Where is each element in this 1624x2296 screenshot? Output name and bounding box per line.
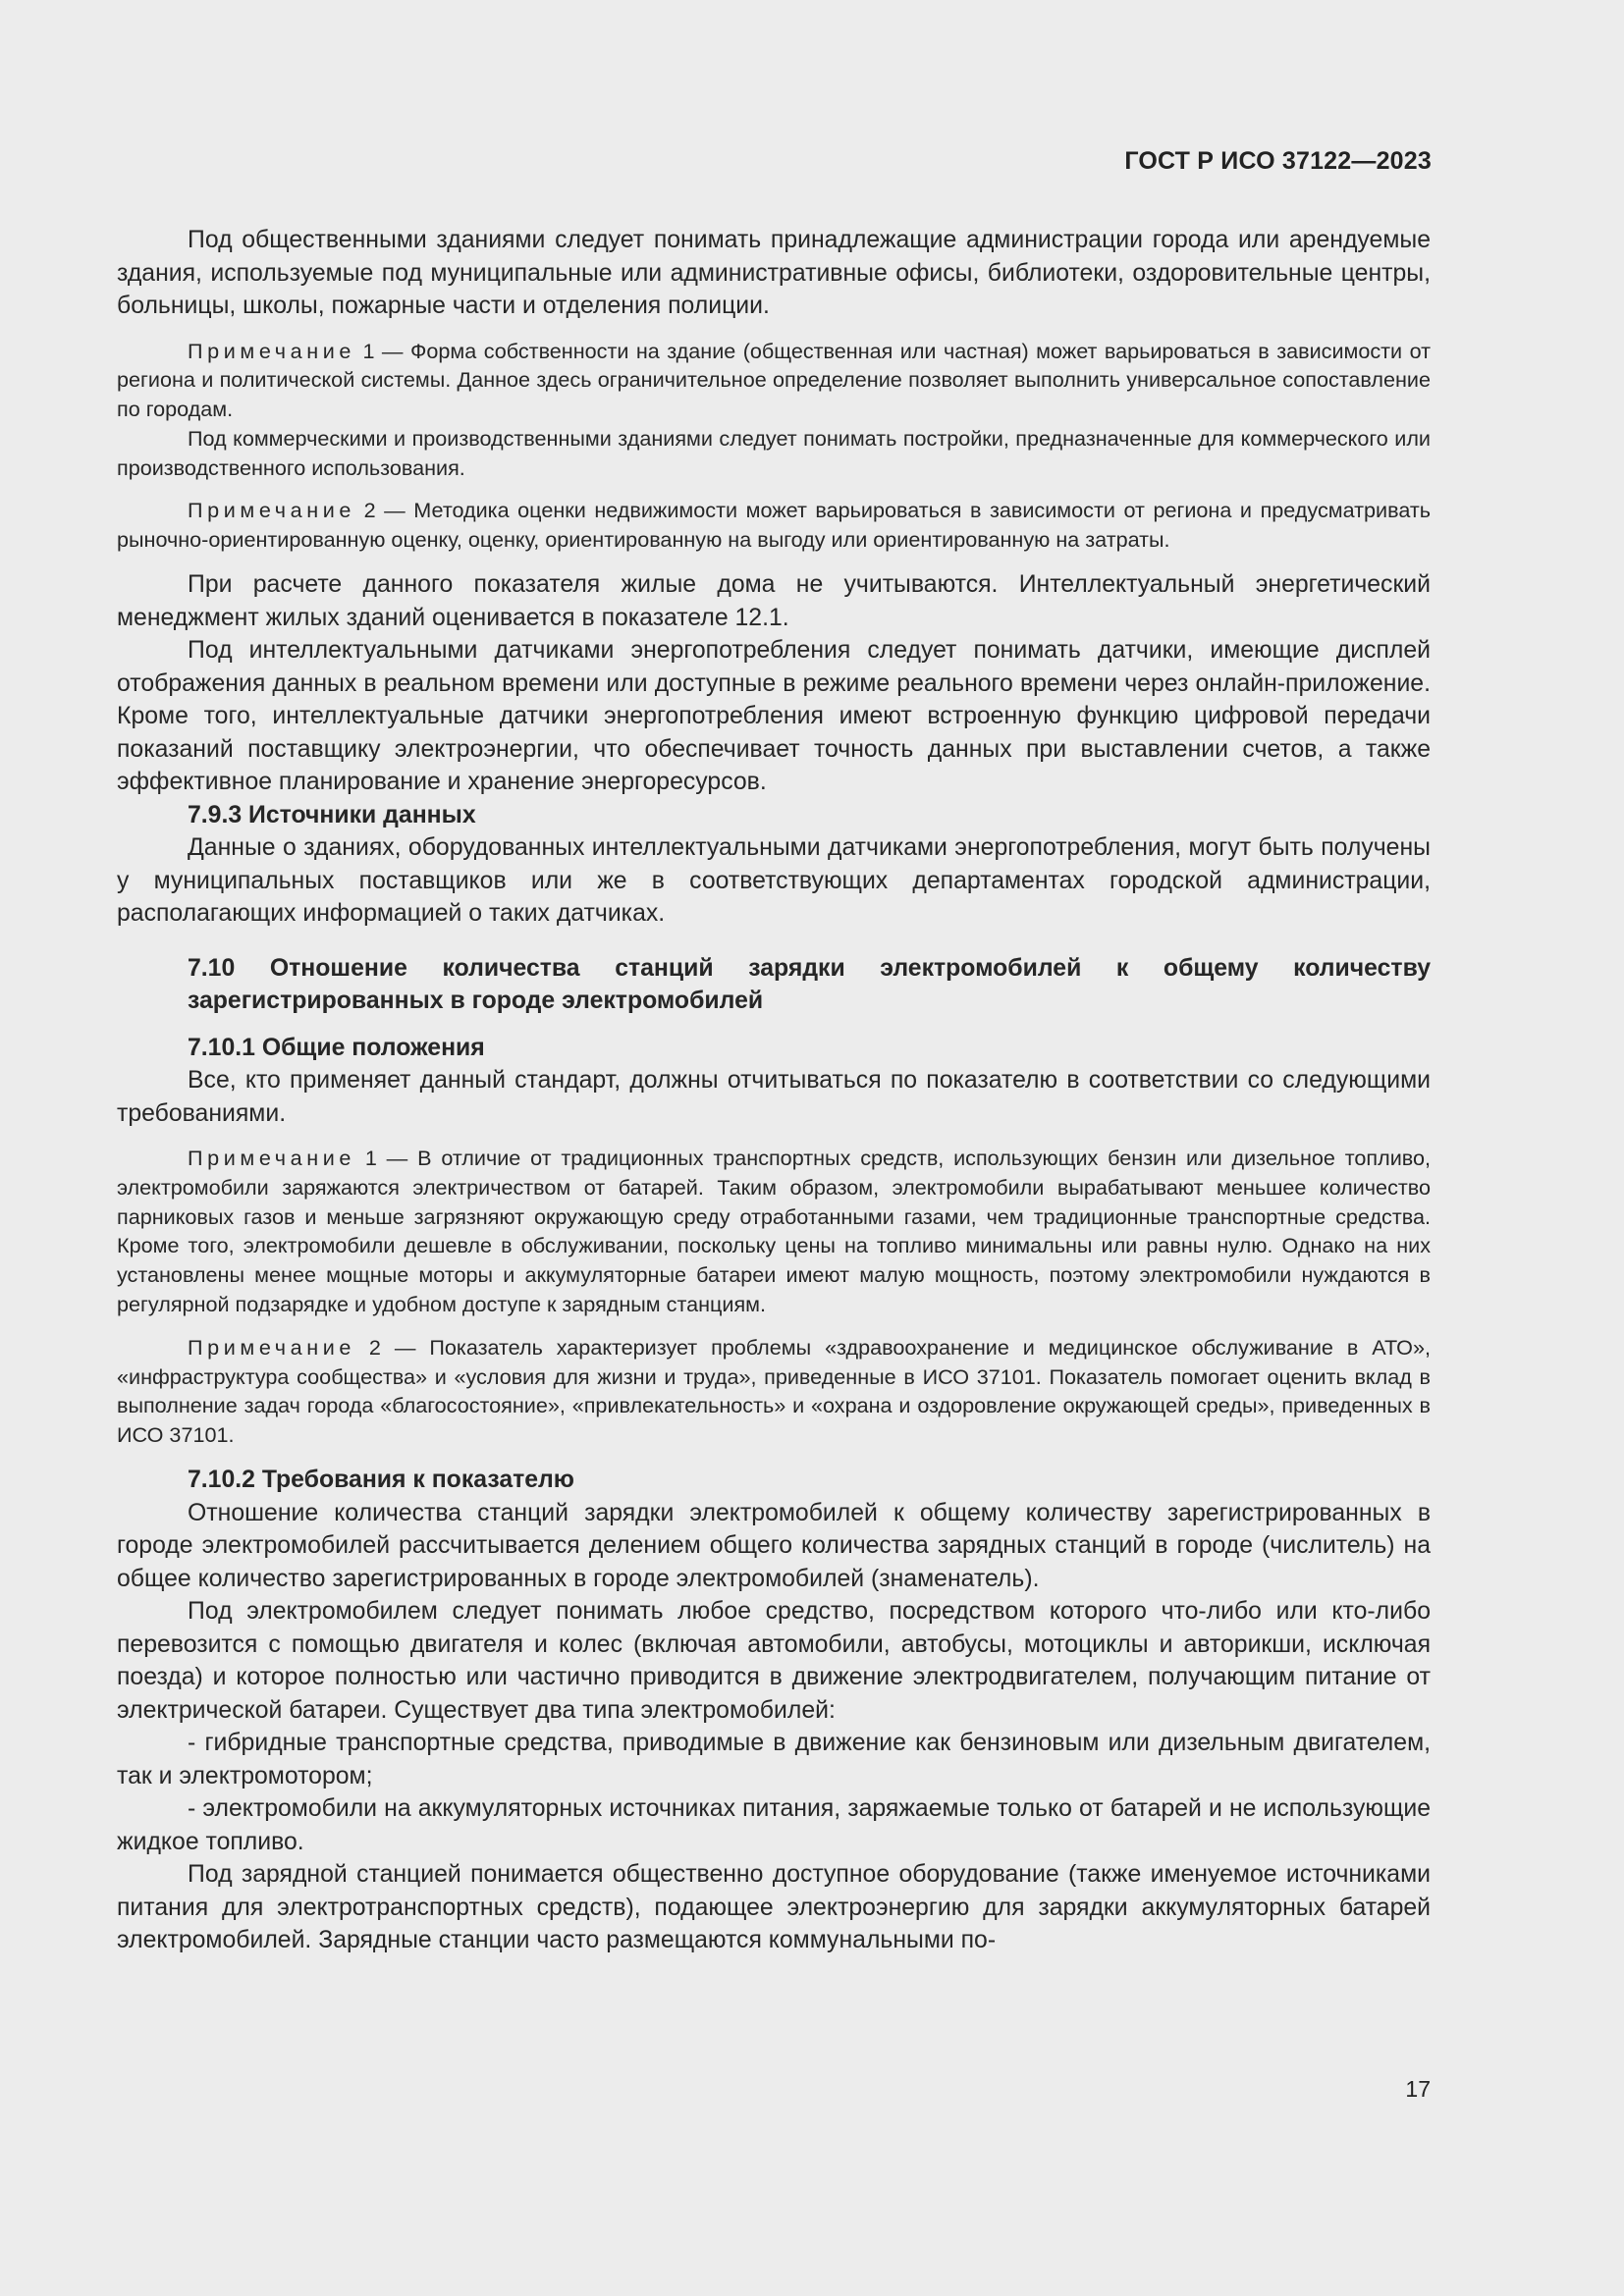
paragraph-charging-station: Под зарядной станцией понимается общественно доступное оборудование (также именуемое источниками питания для электротранспортных средств), подающее электроэнергию для зарядки аккумуляторных батарей электромобилей. Зарядные станции часто размещаются коммунальными по- bbox=[117, 1861, 1431, 1954]
section-heading-7-10-2: 7.10.2 Требования к показателю bbox=[188, 1467, 574, 1494]
section-heading-7-10: 7.10 Отношение количества станций зарядки электромобилей к общему количеству зарегистрированных в городе электромобилей bbox=[188, 954, 1431, 1015]
paragraph-public-buildings: Под общественными зданиями следует понимать принадлежащие администрации города или арендуемые здания, используемые под муниципальные или административные офисы, библиотеки, оздоровительные центры, больницы, школы, пожарные части и отделения полиции. bbox=[117, 227, 1431, 319]
page-number: 17 bbox=[1405, 2076, 1431, 2102]
note-2-indicator-problems bbox=[117, 1333, 1431, 1450]
note-label: Примечание bbox=[188, 338, 355, 363]
note-text: 2 — Методика оценки недвижимости может варьироваться в зависимости от региона и предусматривать рыночно-ориентированную оценку, оценку, ориентированную на выгоду или ориентированную на затраты. bbox=[117, 498, 1431, 553]
paragraph-commercial-buildings: Под коммерческими и производственными зданиями следует понимать постройки, предназначенные для коммерческого или производственного использования. bbox=[117, 425, 1431, 480]
note-text: 1 — В отличие от традиционных транспортных средств, использующих бензин или дизельное топливо, электромобили заряжаются электричеством от батарей. Таким образом, электромобили вырабатывают меньшее количество парниковых газов и меньше загрязняют окружающую среду отработанными газами, чем традиционные транспортные средства. Кроме того, электромобили дешевле в обслуживании, поскольку цены на топливо минимальны или равны нулю. Однако на них установлены менее мощные моторы и аккумуляторные батареи имеют малую мощность, поэтому электромобили нуждаются в регулярной подзарядке и удобном доступе к зарядным станциям. bbox=[117, 1146, 1431, 1317]
list-item-battery-ev: - электромобили на аккумуляторных источниках питания, заряжаемые только от батарей и не использующие жидкое топливо. bbox=[117, 1795, 1431, 1855]
note-2-valuation bbox=[117, 496, 1431, 555]
section-heading-7-10-1: 7.10.1 Общие положения bbox=[188, 1034, 485, 1061]
paragraph-data-sources: Данные о зданиях, оборудованных интеллектуальными датчиками энергопотребления, могут быть получены у муниципальных поставщиков или же в соответствующих департаментах городской администрации, располагающих информацией о таких датчиках. bbox=[117, 834, 1431, 928]
list-item-hybrid: - гибридные транспортные средства, приводимые в движение как бензиновым или дизельным двигателем, так и электромотором; bbox=[117, 1730, 1431, 1789]
note-label: Примечание bbox=[188, 1334, 355, 1360]
note-1-ownership bbox=[117, 337, 1431, 424]
paragraph-ratio-calculation: Отношение количества станций зарядки электромобилей к общему количеству зарегистрированных в городе электромобилей рассчитывается делением общего количества зарядных станций в городе (числитель) на общее количество зарегистрированных в городе электромобилей (знаменатель). bbox=[117, 1499, 1431, 1592]
note-text: 1 — Форма собственности на здание (общественная или частная) может варьироваться в зависимости от региона и политической системы. Данное здесь ограничительное определение позволяет выполнить универсальное сопоставление по городам. bbox=[117, 338, 1431, 422]
document-body bbox=[117, 224, 1431, 1957]
note-label: Примечание bbox=[188, 1146, 355, 1171]
paragraph-ev-definition: Под электромобилем следует понимать любое средство, посредством которого что-либо или кто-либо перевозится с помощью двигателя и колес (включая автомобили, автобусы, мотоциклы и авторикши, исключая поезда) и которое полностью или частично приводится в движение электродвигателем, получающим питание от электрической батареи. Существует два типа электромобилей: bbox=[117, 1598, 1431, 1724]
note-1-electric-vehicles bbox=[117, 1144, 1431, 1319]
section-heading-7-9-3: 7.9.3 Источники данных bbox=[188, 801, 476, 828]
document-header: ГОСТ Р ИСО 37122—2023 bbox=[1124, 147, 1432, 175]
note-text: 2 — Показатель характеризует проблемы «здравоохранение и медицинское обслуживание в АТО», «инфраструктура сообщества» и «условия для жизни и труда», приведенные в ИСО 37101. Показатель помогает оценить вклад в выполнение задач города «благосостояние», «привлекательность» и «охрана и оздоровление окружающей среды», приведенных в ИСО 37101. bbox=[117, 1334, 1431, 1448]
note-label: Примечание bbox=[188, 498, 355, 523]
paragraph-residential-excluded: При расчете данного показателя жилые дома не учитываются. Интеллектуальный энергетический менеджмент жилых зданий оценивается в показателе 12.1. bbox=[117, 571, 1431, 631]
paragraph-general-requirements: Все, кто применяет данный стандарт, должны отчитываться по показателю в соответствии со следующими требованиями. bbox=[117, 1067, 1431, 1127]
paragraph-smart-meters: Под интеллектуальными датчиками энергопотребления следует понимать датчики, имеющие дисплей отображения данных в реальном времени или доступные в режиме реального времени через онлайн-приложение. Кроме того, интеллектуальные датчики энергопотребления имеют встроенную функцию цифровой передачи показаний поставщику электроэнергии, что обеспечивает точность данных при выставлении счетов, а также эффективное планирование и хранение энергоресурсов. bbox=[117, 637, 1431, 796]
